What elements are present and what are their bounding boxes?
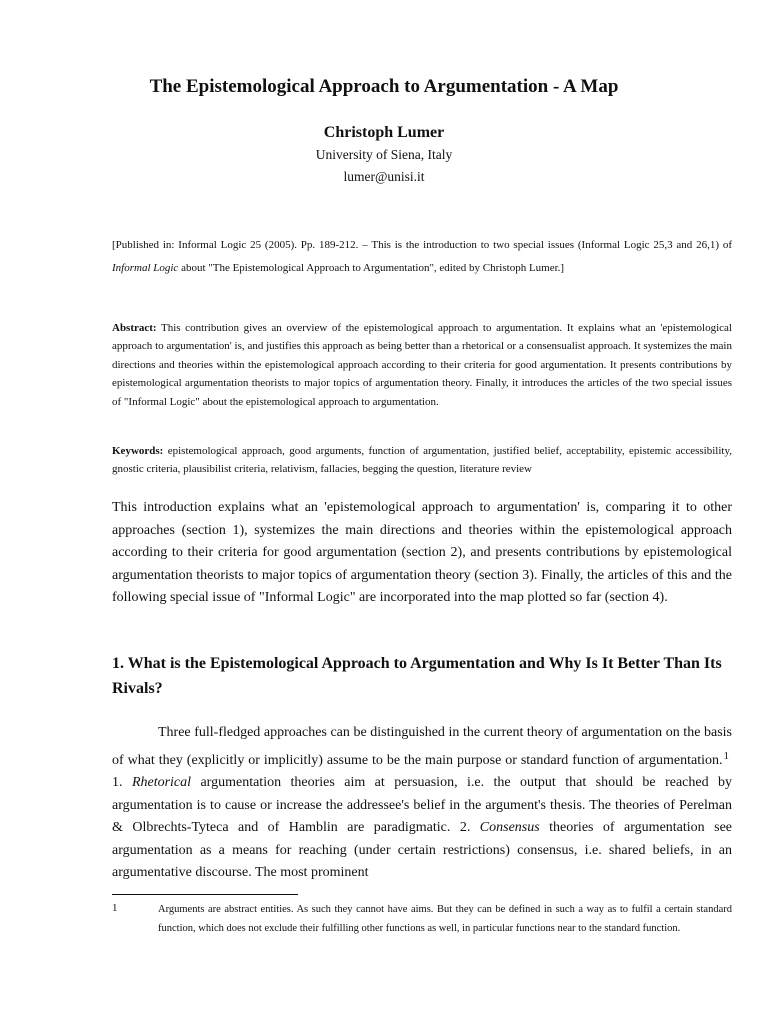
- abstract: [112, 319, 732, 411]
- section-1-text-1: Three full-fledged approaches can be distinguished in the current theory of argumentation on the basis of what they (explicitly or implicitly) assume to be the main purpose or standard function of argumentation.: [112, 725, 732, 768]
- section-1-body: [112, 722, 732, 885]
- section-1-text-3: argumentation theories aim at persuasion, i.e. the output that should be reached by argumentation is to cause or increase the addressee's belief in the argument's thesis. The theories of Perelman & Olbrechts-Tyteca and of Hamblin are paradigmatic. 2.: [112, 775, 733, 835]
- section-1-text-4: theories of argumentation see argumentation as a means for reaching (under certain restrictions) consensus, i.e. shared beliefs, in an argumentative discourse. The most prominent: [112, 820, 733, 880]
- section-1-paragraph: [112, 722, 732, 885]
- keywords: [112, 442, 732, 478]
- section-1-heading: 1. What is the Epistemological Approach to Argumentation and Why Is It Better Than Its Rivals?: [112, 655, 722, 697]
- section-1-text-2: 1.: [112, 775, 132, 790]
- pubnote-text-2: about "The Epistemological Approach to Argumentation", edited by Christoph Lumer.]: [178, 262, 565, 274]
- term-rhetorical: Rhetorical: [131, 775, 192, 790]
- footnote-text: Arguments are abstract entities. As such they cannot have aims. But they can be defined in such a way as to fulfil a certain standard function, which does not exclude their fulfilling other functions as well, in particular functions near to the standard function.: [158, 904, 732, 934]
- author-email[interactable]: lumer@unisi.it: [343, 169, 425, 184]
- footnote-divider: [112, 894, 298, 895]
- keywords-text: epistemological approach, good arguments, function of argumentation, justified belief, acceptability, epistemic accessibility, gnostic criteria, plausibilist criteria, relativism, fallacies, begging the question, literature review: [112, 445, 732, 475]
- abstract-label: Abstract:: [112, 322, 157, 334]
- footnote-number: 1: [112, 902, 118, 914]
- author-affiliation: University of Siena, Italy: [315, 147, 453, 162]
- author-name: Christoph Lumer: [323, 124, 445, 141]
- pubnote-journal: Informal Logic: [112, 262, 179, 274]
- keywords-label: Keywords:: [112, 445, 164, 457]
- pubnote-text-1: [Published in: Informal Logic 25 (2005). Pp. 189-212. – This is the introduction to two special issues (Informal Logic 25,3 and 26,1) of: [112, 239, 732, 251]
- footnote: [112, 901, 732, 939]
- footnote-reference[interactable]: 1: [723, 749, 729, 762]
- abstract-text: This contribution gives an overview of the epistemological approach to argumentation. It explains what an 'epistemological approach to argumentation' is, and justifies this approach as being better than a rhetorical or a consensualist approach. It systemizes the main directions and theories within the epistemological approach according to their criteria for good argumentation. It presents contributions by epistemological argumentation theorists to major topics of argumentation theory. Finally, it introduces the articles of the two special issues of "Informal Logic" about the epistemological approach to argumentation.: [112, 322, 732, 408]
- author-block: [0, 122, 768, 188]
- intro-paragraph: This introduction explains what an 'epistemological approach to argumentation' is, comparing it to other approaches (section 1), systemizes the main directions and theories within the epistemological approach according to their criteria for good argumentation (section 2), and presents contributions by epistemological argumentation theorists to major topics of argumentation theory (section 3). Finally, the articles of this and the following special issue of "Informal Logic" are incorporated into the map plotted so far (section 4).: [112, 500, 732, 606]
- paper-title: The Epistemological Approach to Argumentation - A Map: [149, 76, 619, 97]
- term-consensus: Consensus: [479, 820, 540, 835]
- publication-note: [112, 234, 732, 280]
